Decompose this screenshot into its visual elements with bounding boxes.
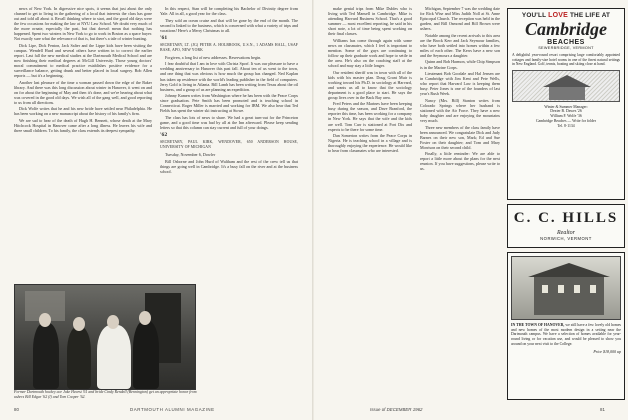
paragraph: Forgiven, a long list of new addresses. Reservations begin. [165,54,262,60]
paragraph: Finally, a little reminder: We are able to report a little more about the plans for the next reunion. If you have suggestions, please write to us. [420,151,500,172]
hanover-house-photo [511,256,621,320]
ad-contact-line: Cambridge Beaches — Write for folder [536,118,596,123]
photo-head [107,315,119,329]
class-year-header: '62 [160,131,168,138]
photo-head [39,313,51,327]
left-column-1 [14,6,152,278]
photo-figure [133,321,159,389]
class-year-header: '61 [160,34,168,41]
paragraph: news of New York. In digressive nice spots, it seems that just about the only channel to get to living in the gathering of a local that interests the class has gone out and told all about it. Recall thinking where to start, and the good old days were the few occasions for making the law at NYU Law School. We doubt very much of the more ornate, especially the past, but that doesn't mean that nothing has happened. Spent two winters in New York to go to work in Boston as a space buyer. Not exactly sure what the relevance of that is, but there's a tale of winter hunting. [14,6,152,42]
paragraph: Notable among the recent arrivals to this area are the Brock Kerr and Jack Seymour families, who have both settled into homes within a few miles of each other. The Kerrs have a new son and the Seymours a daughter. [420,32,500,58]
hills-realtor-ad [507,204,625,248]
house-shape [534,277,604,315]
ad-headline-text: THE LIFE AT [569,12,611,19]
magazine-title: DARTMOUTH ALUMNI MAGAZINE [130,407,215,412]
wedding-photo [14,284,196,390]
paragraph: Johnny Kamen writes from Washington where he has been with the Peace Corps since graduation. Pete Smith has been promoted and is teaching school in Connecticut. Roger Miller is married and working for IBM. We also hear that Ted Fields has spent the winter ski instructing at Stowe. [160,93,298,114]
paragraph: Three new members of the class family have been announced. We congratulate Dick and Judy Barnes on their new son, Mark; Ed and Sue Foster on their daughter; and Tom and Mary Morrison on their second child. [420,124,500,150]
page-number: 81 [600,407,605,412]
photo-figure [67,327,91,389]
ad-contact-line: Winter & Summer Manager: [544,104,588,109]
paragraph: Another last pleasure of the time a woman passed down the edge of the Baker library. And there was this long discussion about winter in Hanover, it went on and on for about the beginning of May and then it's done, and we're hearing about what was covered in the good old days. We wish all of the gang well, and good reporting to us from all directions. [14,79,152,105]
paragraph: Our resident sheriff was in town with all of the kids with his master plan. Doug Grant Muir is working toward his Ph.D. in sociology at Harvard, and wants us all to know that the sociology department is a good place to start. He says the group lives over in the Back Bay area. [328,69,412,100]
hanover-ad-text [511,323,621,347]
right-column-2 [420,6,500,404]
ad-contact-line: Dexter B. Dawes '26 [550,109,582,114]
right-column-1 [328,6,412,404]
paragraph: Nancy (Mrs. Bill) Stanton writes from Colorado Springs where her husband is stationed with the Air Force. They have a new baby daughter and are enjoying the mountains very much. [420,97,500,123]
right-page-columns [328,6,500,404]
paragraph: Dick Lipe, Dick Fenton, Jack Salter and the Lippe kids have been visiting the campus. Wendell Hurd and several others have written in to correct the earlier report. Last fall the new medical studies at the Dartmouth Medical School and are now finishing their medical degrees at McGill University. Those young doctors' moral commitment to medical practice establishes positive evidence for a surveillance balance, getting drunk and better placed in local surgery. Bob Allen reports — but it's a beginning. [14,42,152,79]
realtor-name: C. C. HILLS [513,210,619,226]
paragraph: I fear doubtful that I am in love with Christa Sporf. It was our pleasure to have a wedding anniversary in Hanover this past fall. About ten of us went to the town, and one thing that was obvious is how much the group has changed. Ned Kaplan has taken up residence with the world's leading publisher in the field of computers. Jerry Gold is living in Atlanta. Bill Lamb has been writing from Texas about the oil business, and a group of us are planning an expedition. [160,61,298,92]
paragraph: We are sad to hear of the death of Hugh H. Bennett, whose death at the Mary Hitchcock Hospital in Hanover came after a long illness. He leaves his wife and three small children. To his family, the class extends its deepest sympathy. [14,117,152,134]
ad-location: SEWERBRIDGE, VERMONT [538,46,594,50]
hanover-ad-body: we still have a few lovely old homes and new homes of the most modern design in a setting near the Dartmouth campus. We have a selection of homes available for year-round living or for vacation use, and would be pleased to show you around on your next visit to the College. [511,323,622,346]
class-secretary-line: SECRETARY, PAUL KIRK, WENDOVER, 650 ANDERSON HOUSE, UNIVERSITY OF MICHIGAN [160,139,298,150]
photo-head [73,317,85,331]
paragraph: Michigan, September 7 was the wedding date for Rick Wise and Miss Judith Noll at St. Anne Episcopal Church. The reception was held in the garden, and Bill Osmond and Bill Brown were ushers. [420,6,500,32]
ad-brand-sub: BEACHES [547,39,585,46]
paragraph: Lieutenant Bob Goodale and Hal Jensen are in Cambridge with Jim Kent and Pete Wells, who report that Harvard Law is keeping them busy. Peter Jones is one of the founders of last year's Rush Week. [420,71,500,97]
ad-contact [512,105,620,129]
class-secretary-line: SECRETARY, LT. (JG) PETER A. HOLBROOK, U.S.N., 1 ADAMS HALL, USAF BASE, APO, NEW YORK [160,42,298,52]
photo-bride [97,325,131,389]
realtor-role: Realtor [557,230,575,236]
paragraph: The class has lots of news to share. We had a great turn-out for the Princeton game, and a good time was had by all at the Inn afterward. Please keep sending letters so that this column can stay current and full of your doings. [160,114,298,130]
paragraph: Dick Wolfe writes that he and his new bride have settled near Philadelphia. He has been working on a new manuscript about the history of his family's firm. [14,106,152,117]
photo-head [139,311,151,325]
paragraph: make genial trips from Mike Dubles who is living with Ted Mansell in Cambridge. Mike is attending Harvard Business School. That's a good summer — most excellent reporting, he said in his short note, a lot of time being spent working on their final classes. [328,6,412,37]
paragraph: In this respect, Stan will be completing his Bachelor of Divinity degree from Yale. All in all, a good year for the class. [160,6,298,17]
realtor-location: NORWICH, VERMONT [540,236,592,241]
photo-figure [33,323,59,389]
paragraph: Quinn and Bob Harmon, while Chip Simpson is in the Marine Corps. [420,59,500,70]
house-window [542,285,548,293]
paragraph: They sold an ocean cruise and that will be gone by the end of the month. The second is linked to the business, which is concerned with what a variety of trips and vacations! Here's a Merry Christmas to all. [160,17,298,33]
house-window [574,285,580,293]
left-page [0,0,313,420]
cambridge-beaches-ad [507,8,625,200]
ad-contact-line: William F. Wolfe '36 [550,114,582,119]
photo-caption: Former Dartmouth hockey ace Jake Hearst '61 and bride Cindy Rendell (Bennington) get an appropriate honor from ushers Bill Edgar '62 (l) and Tom Cooper '62. [14,390,197,399]
paragraph: Fred Peters and the Marines have been keeping busy during the season, and Dave Branford, the reporter this time, has been working for a company in New York. He says that the wife and the kids are well. Tom Carr is stationed at Fort Dix and expects to be there for some time. [328,101,412,132]
hanover-ad-lead: IN THE TOWN OF HANOVER, [511,323,565,327]
page-number: 80 [14,407,19,412]
ad-illustration [512,70,620,102]
ad-body: A delightful year-round resort comprising large comfortably appointed cottages and family-size hotel rooms in one of the finest natural settings in New England. Golf, tennis, boating and skiing close at hand. [512,53,620,67]
house-roof-shape [543,75,591,87]
house-shape [549,87,585,100]
ad-headline [512,12,620,19]
paragraph: Williams has come through again with some news on classmates, which I feel is important to mention. Some of the guys are continuing to follow up their graduate work and hope to settle in the area. He's also on the coaching staff at the school and may stay a little longer. [328,37,412,69]
paragraph: Dan Somerton writes from the Peace Corps in Nigeria. He is teaching school in a village and is thoroughly enjoying the experience. He would like to hear from classmates who are interested. [328,133,412,154]
issue-date: Issue of DECEMBER 1962 [370,407,423,412]
house-roof-shape [528,263,610,277]
house-window [558,285,564,293]
paragraph: Bill Osborne and John Hurd of Waltham and the rest of the crew tell us that things are going well in Cambridge. It's a busy fall on the river and at the business school. [160,158,298,174]
hanover-homes-ad [507,252,625,400]
hanover-ad-price: Price $18,000 up [593,348,621,354]
paragraph: Tuesday, November 6, Dowler [165,152,216,158]
ad-brand-name: Cambridge [524,19,607,39]
ad-headline-love: LOVE [548,12,568,19]
ad-headline-text: YOU'LL [521,12,547,19]
ad-contact-line: Tel. 8-1134 [557,123,575,128]
house-window [590,285,596,293]
